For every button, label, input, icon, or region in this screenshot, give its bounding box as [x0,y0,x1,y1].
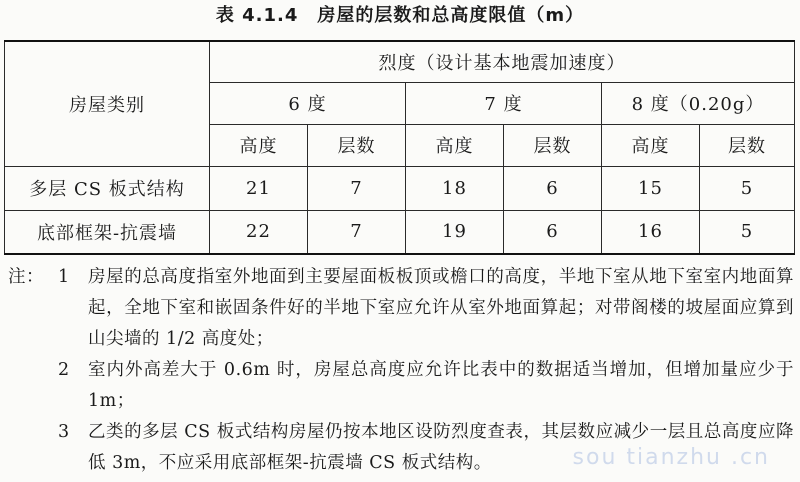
value-cell: 16 [602,210,700,254]
note-number: 1 [58,267,70,287]
note-text: 室内外高差大于 0.6m 时，房屋总高度应允许比表中的数据适当增加，但增加量应少于 1m； [88,360,794,411]
degree-6-header: 6 度 [210,82,406,124]
sub-header-height: 高度 [210,124,308,166]
value-cell: 22 [210,210,308,254]
value-cell: 15 [602,166,700,210]
sub-header-height: 高度 [602,124,700,166]
value-cell: 7 [308,210,406,254]
value-cell: 5 [700,210,795,254]
value-cell: 5 [700,166,795,210]
note-number: 3 [58,422,70,442]
category-cell: 底部框架-抗震墙 [5,210,210,254]
value-cell: 19 [406,210,504,254]
row-header-cell: 房屋类别 [5,41,210,166]
sub-header-floors: 层数 [700,124,795,166]
limits-table-container [4,40,794,253]
value-cell: 18 [406,166,504,210]
watermark: sou tianzhu .cn [572,445,770,470]
degree-8-header: 8 度（0.20g） [602,82,795,124]
value-cell: 7 [308,166,406,210]
value-cell: 6 [504,210,602,254]
sub-header-floors: 层数 [308,124,406,166]
note-text: 乙类的多层 CS 板式结构房屋仍按本地区设防烈度查表，其层数应减少一层且总高度应降低 3m，不应采用底部框架-抗震墙 CS 板式结构。 [88,422,794,473]
limits-table [4,40,795,255]
table-title: 表 4.1.4 房屋的层数和总高度限值（m） [215,5,585,26]
degree-7-header: 7 度 [406,82,602,124]
note-item [8,262,794,355]
table-row [5,210,795,254]
value-cell: 6 [504,166,602,210]
sub-header-height: 高度 [406,124,504,166]
table-row [5,166,795,210]
notes-prefix: 注： [8,267,44,287]
group-header-cell: 烈度（设计基本地震加速度） [210,41,795,82]
category-cell: 多层 CS 板式结构 [5,166,210,210]
note-number: 2 [58,360,70,380]
sub-header-floors: 层数 [504,124,602,166]
value-cell: 21 [210,166,308,210]
note-text: 房屋的总高度指室外地面到主要屋面板板顶或檐口的高度，半地下室从地下室室内地面算起，全地下室和嵌固条件好的半地下室应允许从室外地面算起；对带阁楼的坡屋面应算到山尖墙的 1/2 高度处； [88,267,794,349]
note-item [8,355,794,417]
